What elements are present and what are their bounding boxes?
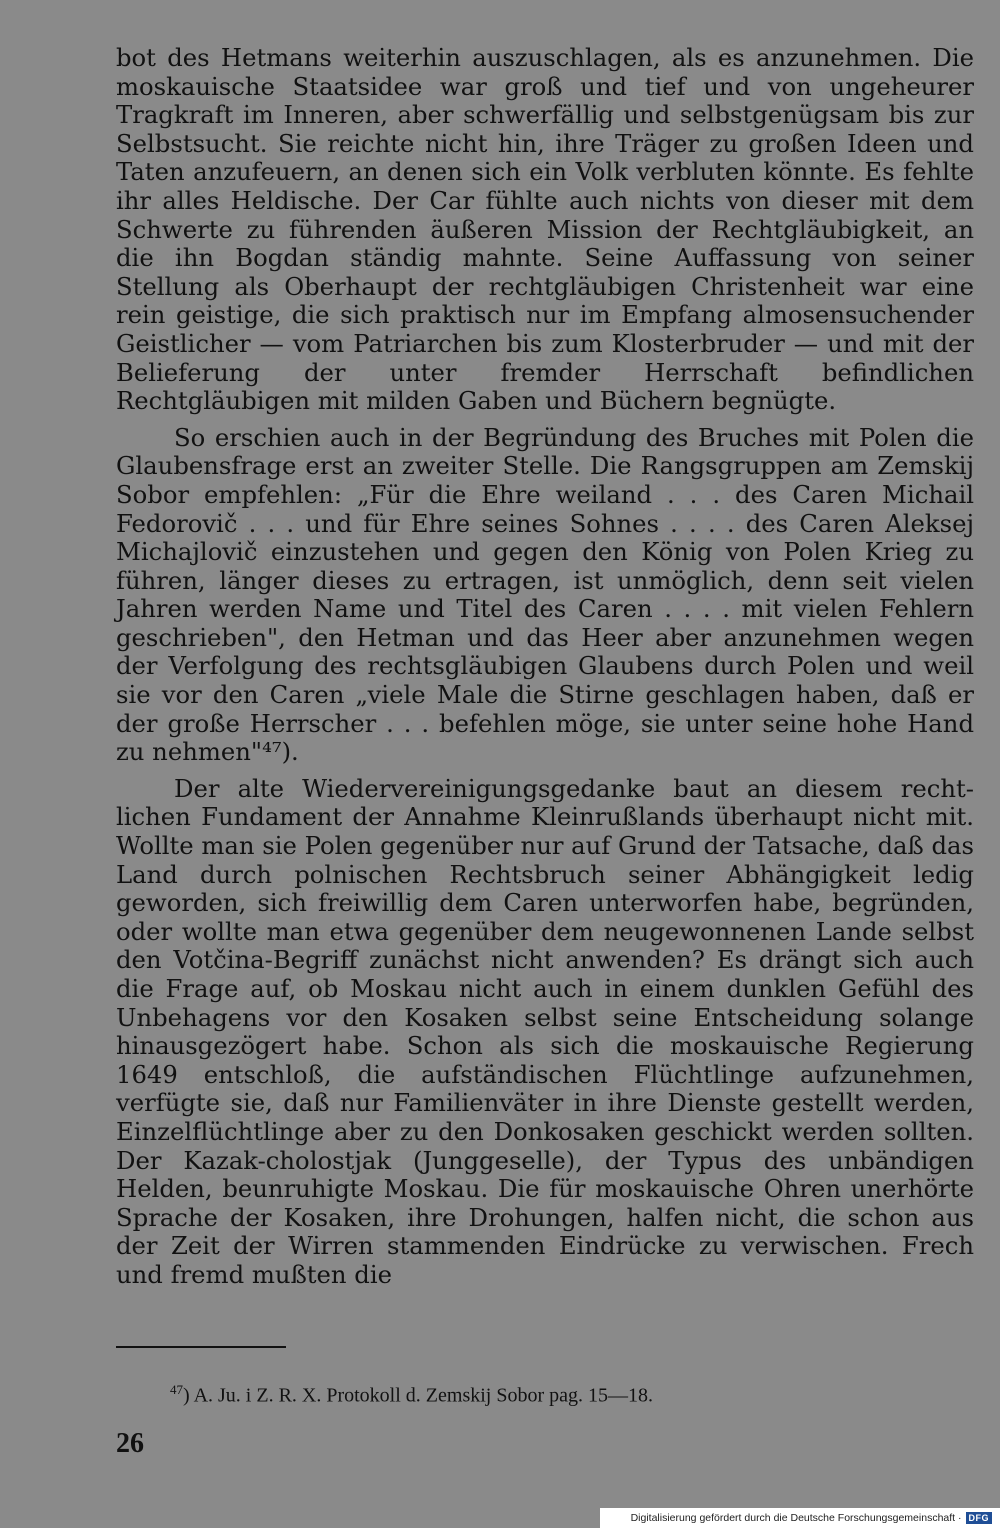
footnote-text: A. Ju. i Z. R. X. Protokoll d. Zemskij Sobor pag. 15—18. xyxy=(193,1384,654,1407)
paragraph-3: Der alte Wiedervereinigungsgedanke baut an diesem rechtlichen Fundament der Annahme Kleinrußlands überhaupt nicht mit. Wollte man sie Polen gegenüber nur auf Grund der Tatsache, daß das Land durch polnischen Rechtsbruch seiner Abhängigkeit ledig geworden, sich freiwillig dem Caren unterworfen habe, begründen, oder wollte man etwa gegenüber dem neugewonnenen Lande selbst den Votčina-Begriff zunächst nicht anwenden? Es drängt sich auch die Frage auf, ob Moskau nicht auch in einem dunklen Gefühl des Unbehagens vor den Kosaken selbst seine Entscheidung solange hinausgezögert habe. Schon als sich die moskauische Regierung 1649 entschloß, die aufständischen Flüchtlinge aufzunehmen, verfügte sie, daß nur Familienväter in ihre Dienste gestellt werden, Einzelflüchtlinge aber zu den Donkosaken geschickt werden sollten. Der Kazak-cholostjak (Junggeselle), der Typus des unbändigen Helden, beunruhigte Moskau. Die für moskauische Ohren unerhörte Sprache der Kosaken, ihre Drohungen, halfen nicht, die schon aus der Zeit der Wirren stammenden Eindrücke zu verwischen. Frech und fremd mußten die xyxy=(116,773,974,1289)
funding-credit-text: Digitalisierung gefördert durch die Deutsche Forschungsgemeinschaft · xyxy=(630,1512,962,1524)
page-number: 26 xyxy=(116,1428,144,1459)
footnote-mark: 47 xyxy=(170,1382,183,1397)
funding-credit-bar xyxy=(600,1508,1000,1528)
paragraph-2: So erschien auch in der Begründung des Bruches mit Polen die Glaubensfrage erst an zweiter Stelle. Die Rangsgruppen am Zemskij Sobor empfehlen: „Für die Ehre weiland . . . des Caren Michail Fedorovič . . . und für Ehre seines Sohnes . . . . des Caren Aleksej Michajlovič einzustehen und gegen den König von Polen Krieg zu führen, länger dieses zu ertragen, ist unmöglich, denn seit vielen Jahren werden Name und Titel des Caren . . . . mit vielen Fehlern geschrieben", den Hetman und das Heer aber anzunehmen wegen der Verfolgung des rechtsgläubigen Glaubens durch Polen und weil sie vor den Caren „viele Male die Stirne geschlagen haben, daß er der große Herrscher . . . befehlen möge, sie unter seine hohe Hand zu nehmen"⁴⁷). xyxy=(116,422,974,767)
footnote-divider xyxy=(116,1346,286,1348)
footnote-paren: ) xyxy=(183,1384,194,1407)
page-body xyxy=(116,44,974,1290)
footnote xyxy=(170,1378,653,1408)
dfg-logo: DFG xyxy=(966,1512,993,1524)
paragraph-1: bot des Hetmans weiterhin auszuschlagen, als es anzunehmen. Die moskauische Staatsidee war groß und tief und von ungeheurer Tragkraft im Inneren, aber schwerfällig und selbstgenügsam bis zur Selbstsucht. Sie reichte nicht hin, ihre Träger zu großen Ideen und Taten anzufeuern, an denen sich ein Volk verbluten könnte. Es fehlte ihr alles Heldische. Der Car fühlte auch nichts von dieser mit dem Schwerte zu führenden äußeren Mission der Rechtgläubigkeit, an die ihn Bogdan ständig mahnte. Seine Auffassung von seiner Stellung als Oberhaupt der rechtgläubigen Christenheit war eine rein geistige, die sich praktisch nur im Empfang almosensuchender Geistlicher — vom Patriarchen bis zum Klosterbruder — und mit der Belieferung der unter fremder Herrschaft befindlichen Rechtgläubigen mit milden Gaben und Büchern begnügte. xyxy=(116,43,974,416)
